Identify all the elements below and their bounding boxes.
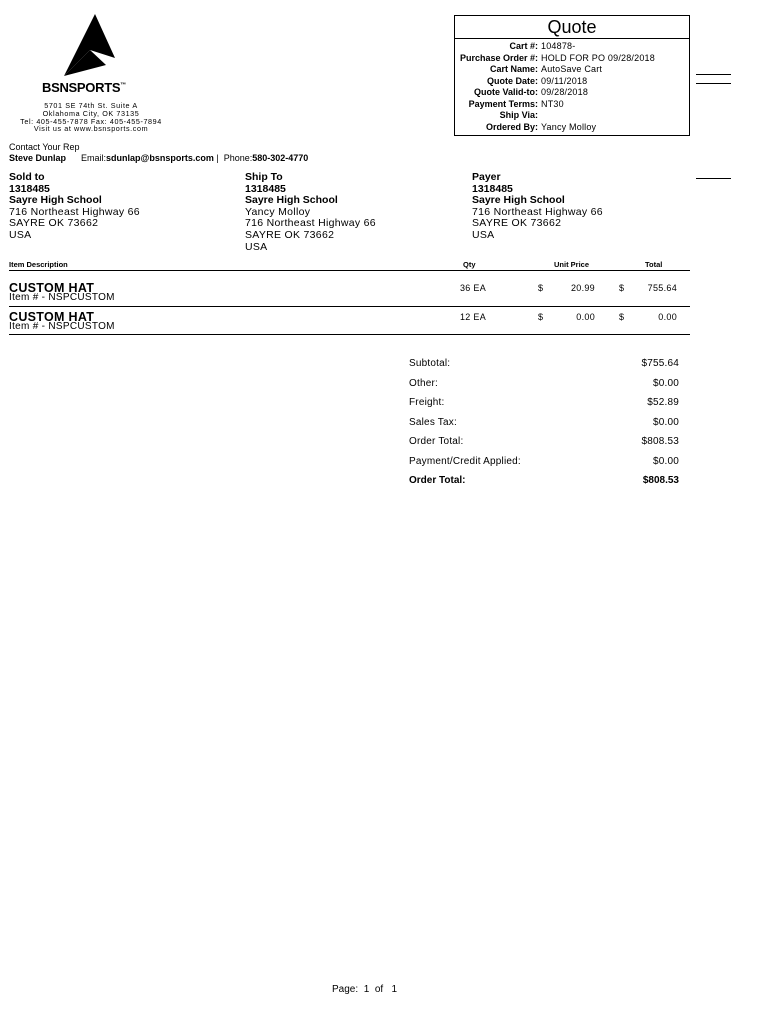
payer-line: USA <box>472 228 495 241</box>
company-website: Visit us at www.bsnsports.com <box>33 124 149 134</box>
sold-to-line: SAYRE OK 73662 <box>9 217 99 230</box>
totals-summary <box>409 358 679 495</box>
currency-symbol: $ <box>538 283 544 293</box>
ship-to-heading: Ship To <box>245 171 283 183</box>
col-unit-price: Unit Price <box>554 260 590 269</box>
payer-line: 716 Northeast Highway 66 <box>472 205 603 218</box>
ship-to-line: 716 Northeast Highway 66 <box>245 217 376 230</box>
item-name: CUSTOM HAT <box>9 310 95 324</box>
quote-field-cart-name: Cart Name: AutoSave Cart <box>489 64 603 74</box>
totals-row-grand-total: Order Total: $808.53 <box>409 475 679 486</box>
quote-field-quote-date: Quote Date: 09/11/2018 <box>486 75 588 86</box>
currency-symbol: $ <box>619 312 625 322</box>
item-total: 0.00 <box>658 312 677 322</box>
bsn-logo-icon <box>62 14 118 78</box>
item-name: CUSTOM HAT <box>9 281 95 295</box>
totals-row-sales-tax: Sales Tax: $0.00 <box>409 416 679 428</box>
company-address-line: Tel: 405-455-7878 Fax: 405-455-7894 <box>20 116 162 126</box>
ship-to-org: Sayre High School <box>245 194 338 207</box>
contact-rep <box>9 142 308 164</box>
divider <box>696 178 731 179</box>
totals-row-other: Other: $0.00 <box>409 377 679 389</box>
ship-to-line: Yancy Molloy <box>245 205 311 218</box>
quote-field-cart-number: Cart #: 104878- <box>509 41 576 51</box>
margin-marks <box>696 74 731 92</box>
quote-field-po-number: Purchase Order #: HOLD FOR PO 09/28/2018 <box>459 52 655 63</box>
brand-name: BSNSPORTS™ <box>42 80 126 95</box>
item-unit-price: 0.00 <box>576 312 595 322</box>
currency-symbol: $ <box>538 312 544 322</box>
sold-to-heading: Sold to <box>9 171 45 183</box>
payer-account: 1318485 <box>472 182 513 195</box>
quote-field-ship-via: Ship Via: <box>499 110 538 120</box>
payer-line: SAYRE OK 73662 <box>472 217 562 230</box>
sold-to-line: 716 Northeast Highway 66 <box>9 205 140 218</box>
item-qty: 36 EA <box>460 283 487 293</box>
currency-symbol: $ <box>619 283 625 293</box>
item-total: 755.64 <box>647 283 677 293</box>
payer-block <box>472 172 603 242</box>
sold-to-account: 1318485 <box>9 182 50 195</box>
rep-phone: 580-302-4770 <box>252 153 309 163</box>
item-number: Item # - NSPCUSTOM <box>9 321 115 332</box>
table-row <box>9 278 690 307</box>
totals-row-subtotal: Subtotal: $755.64 <box>409 358 679 369</box>
item-number: Item # - NSPCUSTOM <box>9 292 115 303</box>
sold-to-line: USA <box>9 228 32 241</box>
col-description: Item Description <box>9 260 68 269</box>
item-qty: 12 EA <box>460 312 487 322</box>
rep-email[interactable]: sdunlap@bsnsports.com <box>106 153 214 163</box>
contact-details: Steve Dunlap Email:sdunlap@bsnsports.com | Phone:580-302-4770 <box>9 153 309 163</box>
ship-to-account: 1318485 <box>245 182 286 195</box>
company-address-line: Oklahoma City, OK 73135 <box>42 108 140 118</box>
payer-org: Sayre High School <box>472 194 565 207</box>
divider <box>696 74 731 75</box>
page-indicator: Page: 1 of 1 <box>332 984 398 995</box>
item-unit-price: 20.99 <box>570 283 595 293</box>
quote-field-payment-terms: Payment Terms: NT30 <box>468 98 564 109</box>
totals-row-payment-credit: Payment/Credit Applied: $0.00 <box>409 455 679 467</box>
contact-heading: Contact Your Rep <box>9 142 80 152</box>
totals-row-freight: Freight: $52.89 <box>409 397 679 408</box>
rep-name: Steve Dunlap <box>9 153 67 163</box>
company-address-line: 5701 SE 74th St. Suite A <box>44 101 138 110</box>
ship-to-block <box>245 172 376 253</box>
company-address <box>10 102 172 133</box>
totals-row-order-total: Order Total: $808.53 <box>409 436 679 447</box>
items-table-header <box>9 260 690 271</box>
ship-to-line: SAYRE OK 73662 <box>245 228 335 241</box>
quote-title: Quote <box>455 16 689 39</box>
quote-info-box <box>454 15 690 136</box>
table-row <box>9 307 690 335</box>
quote-field-valid-to: Quote Valid-to: 09/28/2018 <box>474 87 589 97</box>
divider <box>696 83 731 84</box>
quote-field-ordered-by: Ordered By: Yancy Molloy <box>485 121 597 132</box>
sold-to-org: Sayre High School <box>9 194 102 207</box>
sold-to-block <box>9 172 140 242</box>
ship-to-line: USA <box>245 240 268 253</box>
payer-heading: Payer <box>472 171 501 183</box>
col-total: Total <box>645 260 663 269</box>
col-qty: Qty <box>463 260 476 269</box>
